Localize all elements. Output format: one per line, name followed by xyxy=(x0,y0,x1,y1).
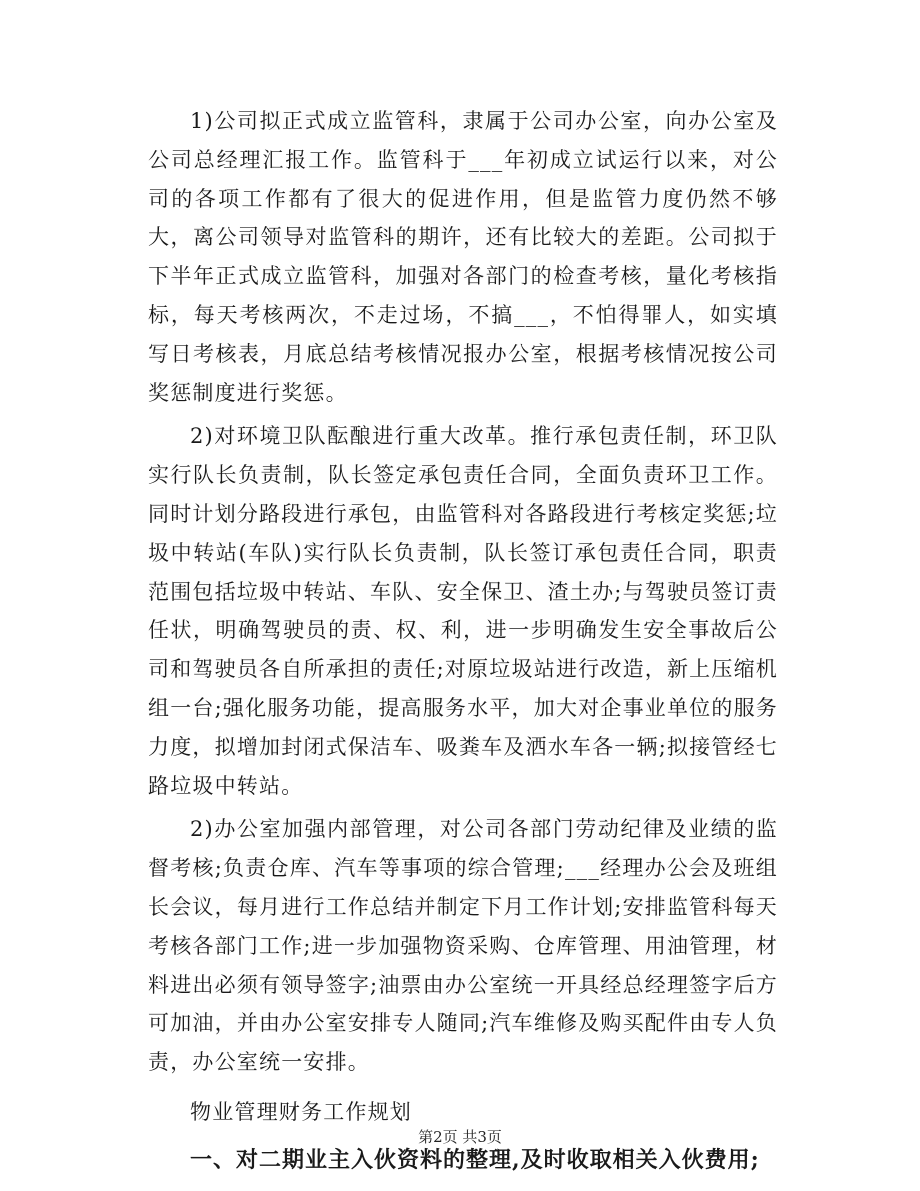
paragraph-supervision-section: 1)公司拟正式成立监管科，隶属于公司办公室，向办公室及公司总经理汇报工作。监管科于___年初成立试运行以来，对公司的各项工作都有了很大的促进作用，但是监管力度仍然不够大，离公司领导对监管科的期许，还有比较大的差距。公司拟于下半年正式成立监管科，加强对各部门的检查考核，量化考核指标，每天考核两次，不走过场，不搞___，不怕得罪人，如实填写日考核表，月底总结考核情况报办公室，根据考核情况按公司奖惩制度进行奖惩。 xyxy=(148,109,778,405)
page-number-footer: 第2页 共3页 xyxy=(418,1128,502,1146)
paragraph-sanitation-reform: 2)对环境卫队酝酿进行重大改革。推行承包责任制，环卫队实行队长负责制，队长签定承包责任合同，全面负责环卫工作。同时计划分路段进行承包，由监管科对各路段进行考核定奖惩;垃圾中转站(车队)实行队长负责制，队长签订承包责任合同，职责范围包括垃圾中转站、车队、安全保卫、渣土办;与驾驶员签订责任状，明确驾驶员的责、权、利，进一步明确发生安全事故后公司和驾驶员各自所承担的责任;对原垃圾站进行改造，新上压缩机组一台;强化服务功能，提高服务水平，加大对企事业单位的服务力度，拟增加封闭式保洁车、吸粪车及洒水车各一辆;拟接管经七路垃圾中转站。 xyxy=(148,424,778,798)
section-heading: 一、对二期业主入伙资料的整理,及时收取相关入伙费用; xyxy=(190,1146,760,1173)
paragraph-office-management: 2)办公室加强内部管理，对公司各部门劳动纪律及业绩的监督考核;负责仓库、汽车等事项的综合管理;___经理办公会及班组长会议，每月进行工作总结并制定下月工作计划;安排监管科每天考核各部门工作;进一步加强物资采购、仓库管理、用油管理，材料进出必须有领导签字;油票由办公室统一开具经总经理签字后方可加油，并由办公室安排专人随同;汽车维修及购买配件由专人负责，办公室统一安排。 xyxy=(148,817,778,1075)
section-subtitle: 物业管理财务工作规划 xyxy=(190,1099,412,1124)
document-body xyxy=(148,102,778,1180)
